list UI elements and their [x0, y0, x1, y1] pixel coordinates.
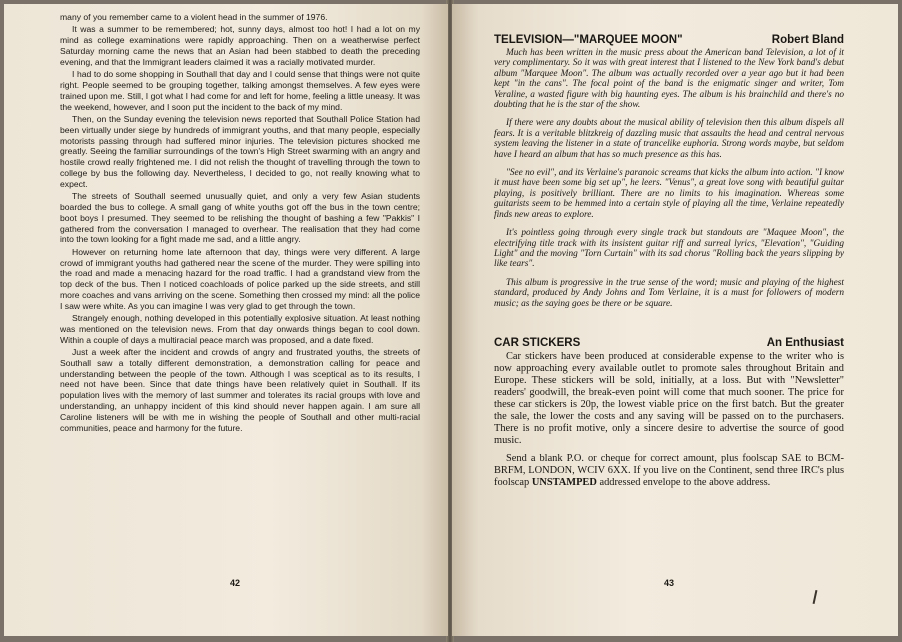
stickers-title: CAR STICKERS	[494, 336, 581, 349]
stickers-paragraph-order	[494, 453, 844, 489]
stickers-author: An Enthusiast	[766, 336, 844, 349]
review-paragraph: It's pointless going through every single track but standouts are "Maquee Moon", the electrifying title track with its insistent guitar riff and surreal lyrics, "Elevation", "Guiding Light" and the moving "Torn Curtain" with its sad chorus "Rolling back the years slipping by like tears".	[494, 228, 844, 270]
right-page	[452, 4, 898, 636]
article-paragraph: The streets of Southall seemed unusually quiet, and only a very few Asian students boarded the bus to college. A small gang of white youths got off the bus in the town centre; boot boys I presumed. They seemed to be relishing the thought of bashing a few "Pakkis" I gathered from the conversation I managed to overhear. The realisation that they had come into the town looking for a fight made me sad, and a little angry.	[60, 191, 420, 245]
article-paragraph: Just a week after the incident and crowds of angry and frustrated youths, the streets of Southall saw a totally different demonstration, a demonstration calling for peace and understanding between the people of the town. Although I was sceptical as to its results, I need not have been. Since that date things have been relatively quiet in Southall. If its population lives with the memory of last summer and tolerates its racial groups with love and understanding, an unhappy incident of this kind should never happen again. I am sure all Caroline listeners will be with me in wishing the people of Southall and other multi-racial communities, peace and harmony for the future.	[60, 347, 420, 433]
page-number-right: 43	[664, 578, 675, 588]
left-page-article	[60, 12, 420, 435]
review-body	[494, 48, 844, 309]
article-paragraph: Then, on the Sunday evening the television news reported that Southall Police Station had been virtually under siege by hundreds of immigrant youths, and that many people, especially motorists passing through had suffered minor injuries. The television pictures shocked me greatly. Seeing the familiar surroundings of the town's High Street swarming with an angry and hostile crowd really frightened me. I did not relish the thought of travelling through the town to college by bus the following day. Nevertheless, I decided to go, not really knowing what to expect.	[60, 113, 420, 189]
stickers-section	[494, 337, 844, 489]
article-paragraph: It was a summer to be remembered; hot, sunny days, almost too hot! I had a lot on my mind as college examinations were rapidly approaching. Then on a weatherwise perfect Saturday morning came the news that an Asian had been stabbed to death the preceding evening, and that the Immigrant leaders claimed it was a racially motivated murder.	[60, 24, 420, 67]
review-author: Robert Bland	[771, 34, 844, 46]
article-paragraph: However on returning home late afternoon that day, things were very different. A large crowd of immigrant youths had gathered near the scene of the murder. They were spilling into the road and made a menacing hazard for the road traffic. I had a grandstand view from the top deck of the bus. Then I noticed coachloads of police parked up the side streets, and still more coaches and vans arriving on the scene. Something then crossed my mind: all the police I saw were white. As you can imagine I was very glad to get through the town.	[60, 246, 420, 311]
article-paragraph: many of you remember came to a violent head in the summer of 1976.	[60, 12, 328, 22]
right-page-column	[494, 34, 844, 495]
unstamped-emphasis: UNSTAMPED	[531, 476, 597, 488]
review-paragraph: Much has been written in the music press about the American band Television, a lot of it very complimentary. So it was with great interest that I listened to the New York band's debut album "Marquee Moon". The album was actually recorded over a year ago but it had been kept "in the cans". The focal point of the band is the enigmatic singer and writer, Tom Veraline, a wasted figure with big haunting eyes. The album is his brainchild and there's no doubting that he is the star of the show.	[494, 48, 844, 111]
review-paragraph: This album is progressive in the true sense of the word; music and playing of the highest standard, produced by Andy Johns and Tom Verlaine, it is a must for followers of modern music; as the saying goes be there or be square.	[494, 277, 844, 309]
article-paragraph: I had to do some shopping in Southall that day and I could sense that things were not quite right. People seemed to be grouping together, talking amongst themselves. A few eyes were trained upon me. Still, I got what I had come for and left for home, feeling a little uneasy. It was the weekend, however, and I soon put the incident to the back of my mind.	[60, 69, 420, 112]
stickers-heading	[494, 337, 844, 349]
pen-mark	[813, 590, 818, 604]
stickers-body	[494, 351, 844, 489]
order-text-end: addressed envelope to the above address.	[599, 476, 771, 488]
article-paragraph: Strangely enough, nothing developed in this potentially explosive situation. At least nothing was mentioned on the television news. From that day onwards things began to cool down. Within a couple of days a multiracial peace march was proposed, and a date fixed.	[60, 313, 420, 345]
review-paragraph: If there were any doubts about the musical ability of television then this album dispels all fears. It is a veritable blitzkreig of dazzling music that assaults the head and central nervous system leaving the listener in a state of trancelike euphoria. Strong words maybe, but seldom have I heard an album that has so much presence as this has.	[494, 118, 844, 160]
review-title: TELEVISION—"MARQUEE MOON"	[494, 34, 683, 46]
stickers-paragraph: Car stickers have been produced at considerable expense to the writer who is now approaching every available outlet to promote sales throughout Britain and Europe. These stickers will be sold, initially, at a loss. But with "Newsletter" readers' goodwill, the break-even point will come that much sooner. The price for these car stickers is 20p, the lowest viable price on the first batch. But the greater the sale, the lower the costs and any saving will be passed on to the purchasers. There is no profit motive, only a sincere desire to advertise the source of good music.	[494, 350, 844, 446]
review-heading	[494, 34, 844, 46]
page-number-left: 42	[230, 578, 241, 588]
review-paragraph: "See no evil", and its Verlaine's paranoic screams that kicks the album into action. "I know it must have been some big set up", he leers. "Venus", a great love song with beautiful guitar playing, is positively brilliant. There are no limits to his imagination. Whereas some guitarists seem to be hemmed into a certain style of playing all the time, Verlaine repeatedly finds new areas to explore.	[494, 168, 844, 220]
left-page	[4, 4, 448, 636]
order-text: Send a blank P.O. or cheque for correct amount, plus foolscap SAE to BCM-BRFM, LONDON, WCIV 6XX. If you live on the Continent, send three IRC's plus foolscap	[494, 452, 844, 488]
